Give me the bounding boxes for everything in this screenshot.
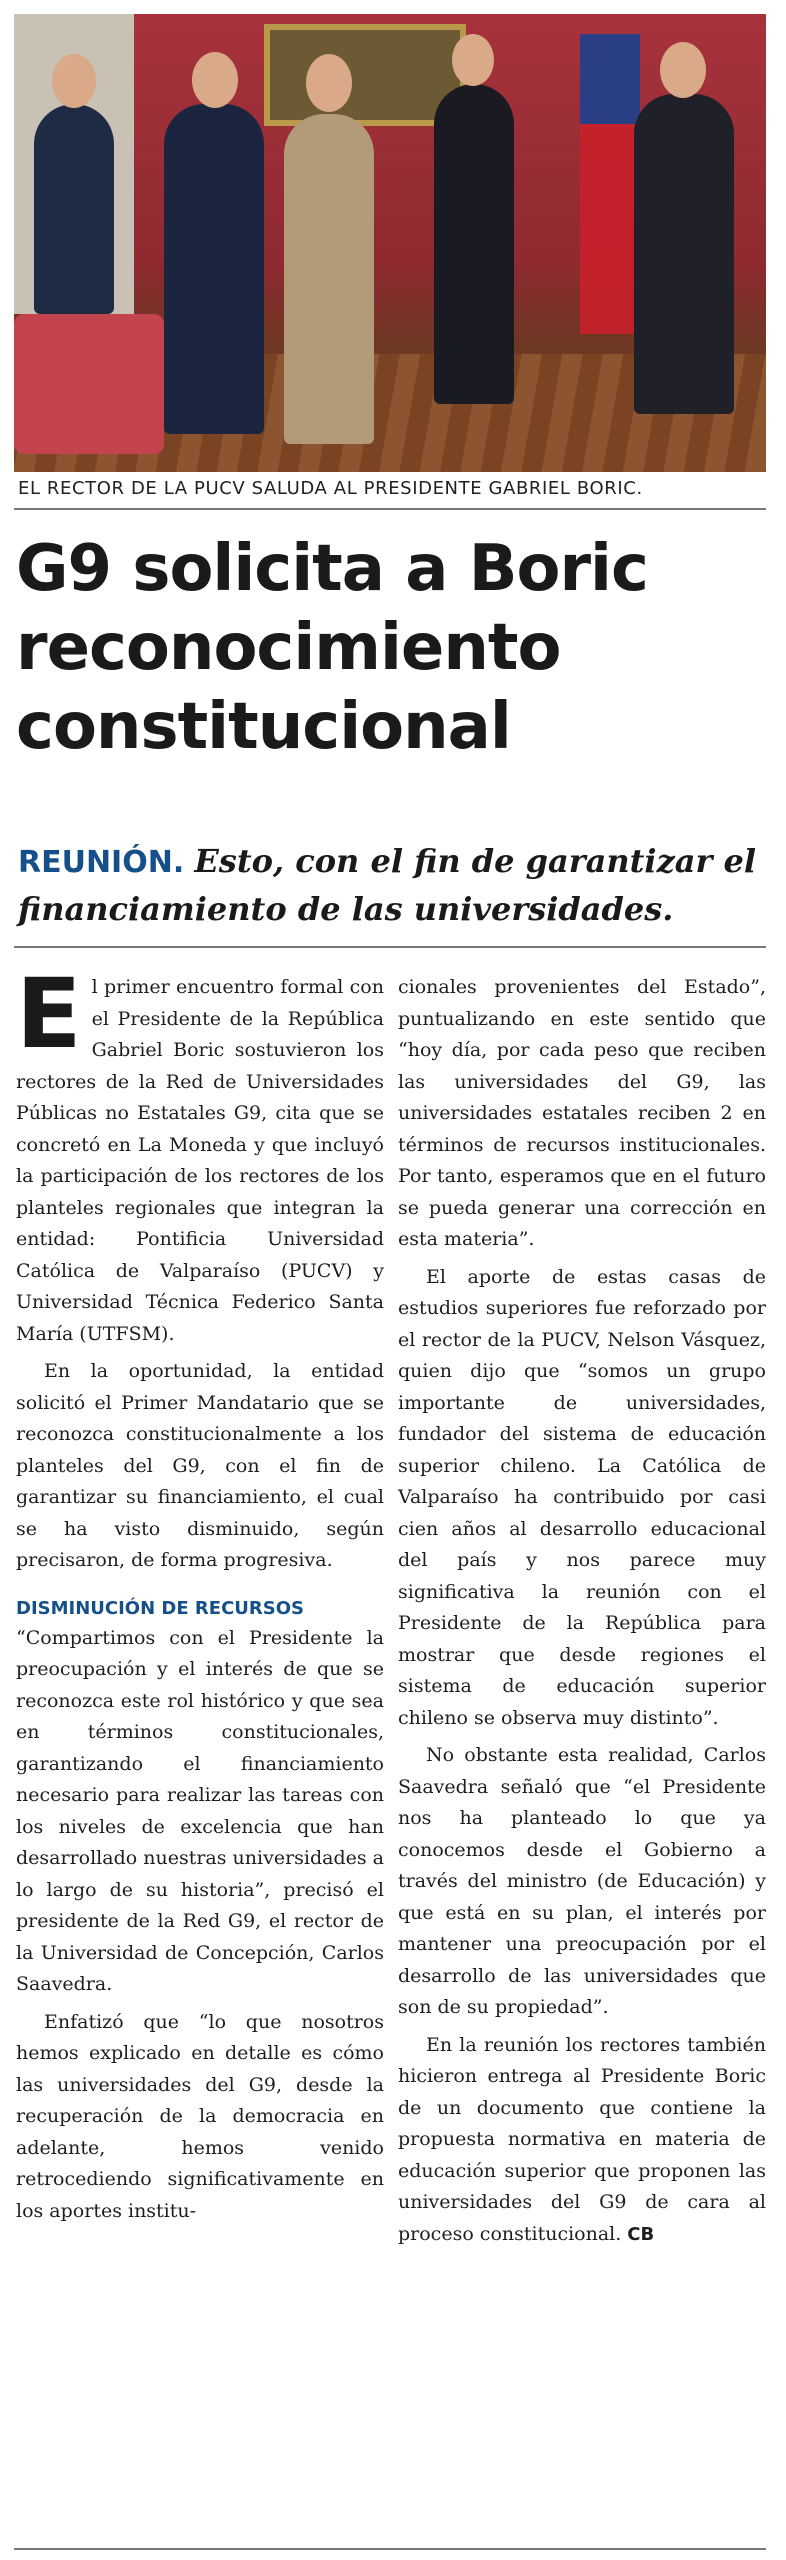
paragraph-6: El aporte de estas casas de estudios superiores fue reforzado por el rector de la PUCV, Nelson Vásquez, quien dijo que “somos un grupo importante de universidades, fundador del sistema de educación superior chileno. La Católica de Valparaíso ha contribuido por casi cien años al desarrollo educacional del país y nos parece muy significativa la reunión con el Presidente de la República para mostrar que desde regiones el sistema de educación superior chileno se observa muy distinto”. — [398, 1265, 766, 1729]
headline-line-2: reconocimiento — [16, 611, 561, 685]
photo-person-4 — [434, 84, 514, 404]
subhead-deck: Esto, con el fin de garantizar el financiamiento de las universidades. — [18, 842, 756, 928]
paragraph-8 — [398, 2030, 766, 2251]
photo-caption: EL RECTOR DE LA PUCV SALUDA AL PRESIDENTE GABRIEL BORIC. — [18, 478, 643, 499]
paragraph-5: cionales provenientes del Estado”, puntualizando en este sentido que “hoy día, por cada peso que reciben las universidades del G9, las universidades estatales reciben 2 en términos de recursos institucionales. Por tanto, esperamos que en el futuro se pueda generar una corrección en esta materia”. — [398, 976, 766, 1250]
subhead-keyword: REUNIÓN. — [18, 845, 185, 880]
headline — [16, 530, 768, 767]
paragraph-8-text: En la reunión los rectores también hicieron entrega al Presidente Boric de un documento que contiene la propuesta normativa en materia de educación superior que proponen las universidades del G9 de cara al proceso constitucional. — [398, 2033, 766, 2245]
photo-head-1 — [52, 54, 96, 108]
paragraph-7: No obstante esta realidad, Carlos Saavedra señaló que “el Presidente nos ha planteado lo que ya conocemos desde el Gobierno a través del ministro (de Educación) y que está en su plan, el interés por mantener una preocupación por el desarrollo de las universidades que son de su propiedad”. — [398, 1744, 766, 2018]
paragraph-1-text: l primer encuentro formal con el Presidente de la República Gabriel Boric sostuvieron los rectores de la Red de Universidades Públicas no Estatales G9, cita que se concretó en La Moneda y que incluyó la participación de los rectores de los planteles regionales que integran la entidad: Pontificia Universidad Católica de Valparaíso (PUCV) y Universidad Técnica Federico Santa María (UTFSM). — [16, 976, 384, 1345]
paragraph-1 — [16, 958, 384, 1350]
news-photo — [14, 14, 766, 472]
photo-head-2 — [192, 52, 238, 108]
photo-flag — [580, 34, 640, 334]
drop-cap: E — [16, 958, 82, 1070]
photo-person-3 — [284, 114, 374, 444]
paragraph-3: “Compartimos con el Presidente la preocupación y el interés de que se reconozca este rol histórico y que sea en términos constitucionales, garantizando el financiamiento necesario para realizar las tareas con los niveles de excelencia que han desarrollado nuestras universidades a lo largo de su historia”, precisó el presidente de la Red G9, el rector de la Universidad de Concepción, Carlos Saavedra. — [16, 1626, 384, 1995]
photo-chair — [14, 314, 164, 454]
photo-head-4 — [452, 34, 494, 86]
caption-divider — [14, 508, 766, 510]
subhead-divider — [14, 946, 766, 948]
photo-person-1 — [34, 104, 114, 314]
headline-line-1: G9 solicita a Boric — [16, 532, 648, 606]
end-mark-icon: CB — [627, 2223, 655, 2245]
section-heading: DISMINUCIÓN DE RECURSOS — [16, 1597, 305, 1619]
photo-person-5 — [634, 94, 734, 414]
paragraph-2: En la oportunidad, la entidad solicitó el Primer Mandatario que se reconozca constitucionalmente a los planteles del G9, con el fin de garantizar su financiamiento, el cual se ha visto disminuido, según precisaron, de forma progresiva. — [16, 1360, 384, 1571]
article-column-left — [16, 958, 384, 2227]
photo-head-3 — [306, 54, 352, 112]
photo-person-2 — [164, 104, 264, 434]
photo-head-5 — [660, 42, 706, 98]
bottom-divider — [14, 2548, 766, 2550]
subhead — [18, 838, 770, 932]
headline-line-3: constitucional — [16, 690, 511, 764]
paragraph-4: Enfatizó que “lo que nosotros hemos explicado en detalle es cómo las universidades del G9, desde la recuperación de la democracia en adelante, hemos venido retrocediendo significativamente en los aportes institu- — [16, 2010, 384, 2222]
article-column-right — [398, 972, 766, 2250]
